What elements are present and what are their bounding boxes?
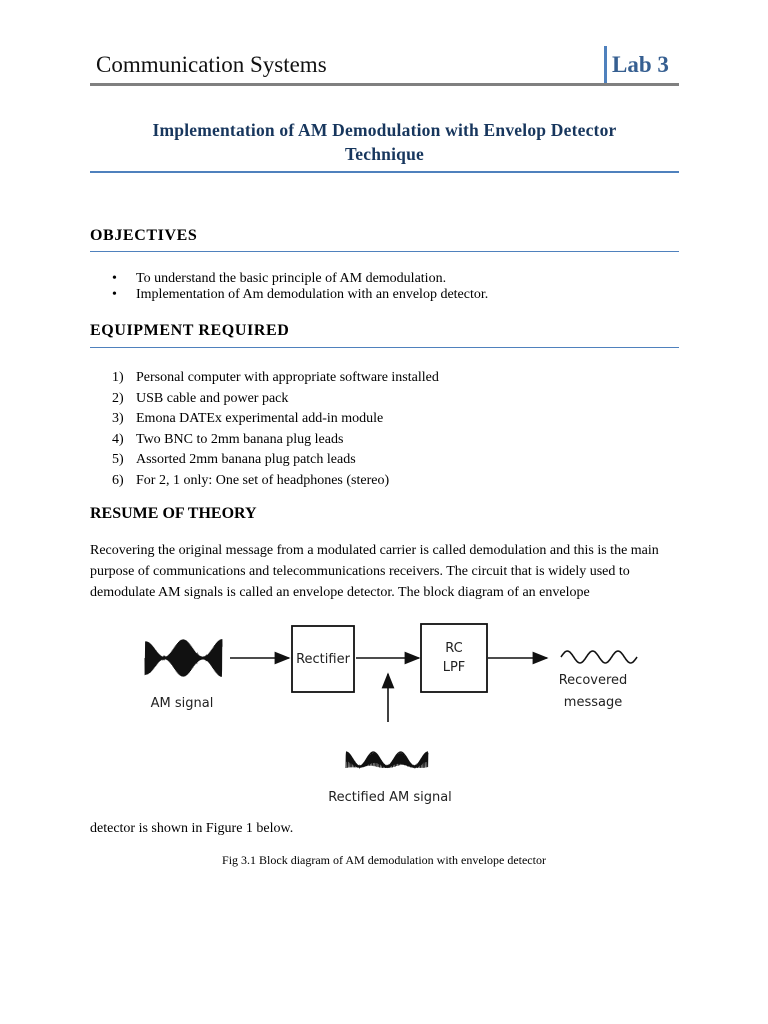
item-number: 1) [112, 370, 124, 385]
objective-text: To understand the basic principle of AM demodulation. [136, 271, 447, 286]
lpf-label: LPF [442, 660, 466, 675]
am-signal-label: AM signal [150, 696, 214, 711]
item-number: 5) [112, 452, 124, 467]
item-number: 6) [112, 472, 124, 488]
rectifier-label: Rectifier [296, 652, 350, 667]
rectified-signal-waveform [346, 752, 428, 768]
continuation-text: detector is shown in Figure 1 below. [90, 821, 294, 836]
recovered-message-waveform [561, 651, 637, 663]
equipment-heading: EQUIPMENT REQUIRED [90, 322, 290, 339]
theory-heading: RESUME OF THEORY [90, 505, 257, 522]
bullet-icon: • [112, 271, 117, 286]
objective-text: Implementation of Am demodulation with an envelop detector. [136, 287, 489, 302]
lab-number: Lab 3 [612, 52, 669, 77]
figure-caption: Fig 3.1 Block diagram of AM demodulation with envelope detector [222, 853, 546, 867]
equipment-text: Personal computer with appropriate software installed [136, 370, 439, 385]
equipment-text: Emona DATEx experimental add-in module [136, 411, 384, 426]
rc-lpf-block [421, 624, 487, 692]
am-signal-waveform [145, 639, 222, 677]
item-number: 2) [112, 390, 124, 406]
objectives-heading: OBJECTIVES [90, 227, 198, 244]
rc-label: RC [445, 641, 463, 656]
item-number: 4) [112, 431, 124, 447]
equipment-text: USB cable and power pack [136, 390, 289, 406]
theory-paragraph: Recovering the original message from a modulated carrier is called demodulation and this is the main purpose of communications and telecommunications receivers. The circuit that is widely used to demodulate AM signals is called an envelope detector. The block diagram of an envelope [90, 543, 659, 600]
bullet-icon: • [112, 287, 117, 302]
equipment-text: For 2, 1 only: One set of headphones (stereo) [136, 472, 390, 488]
item-number: 3) [112, 411, 124, 426]
course-title: Communication Systems [96, 52, 327, 77]
rectified-label: Rectified AM signal [328, 790, 452, 805]
equipment-text: Two BNC to 2mm banana plug leads [136, 431, 344, 447]
recovered-label-line-1: Recovered [558, 673, 628, 688]
title-line-2: Technique [345, 144, 424, 164]
equipment-text: Assorted 2mm banana plug patch leads [136, 452, 356, 467]
title-line-1: Implementation of AM Demodulation with Envelop Detector [152, 120, 617, 140]
recovered-label-line-2: message [563, 695, 623, 710]
